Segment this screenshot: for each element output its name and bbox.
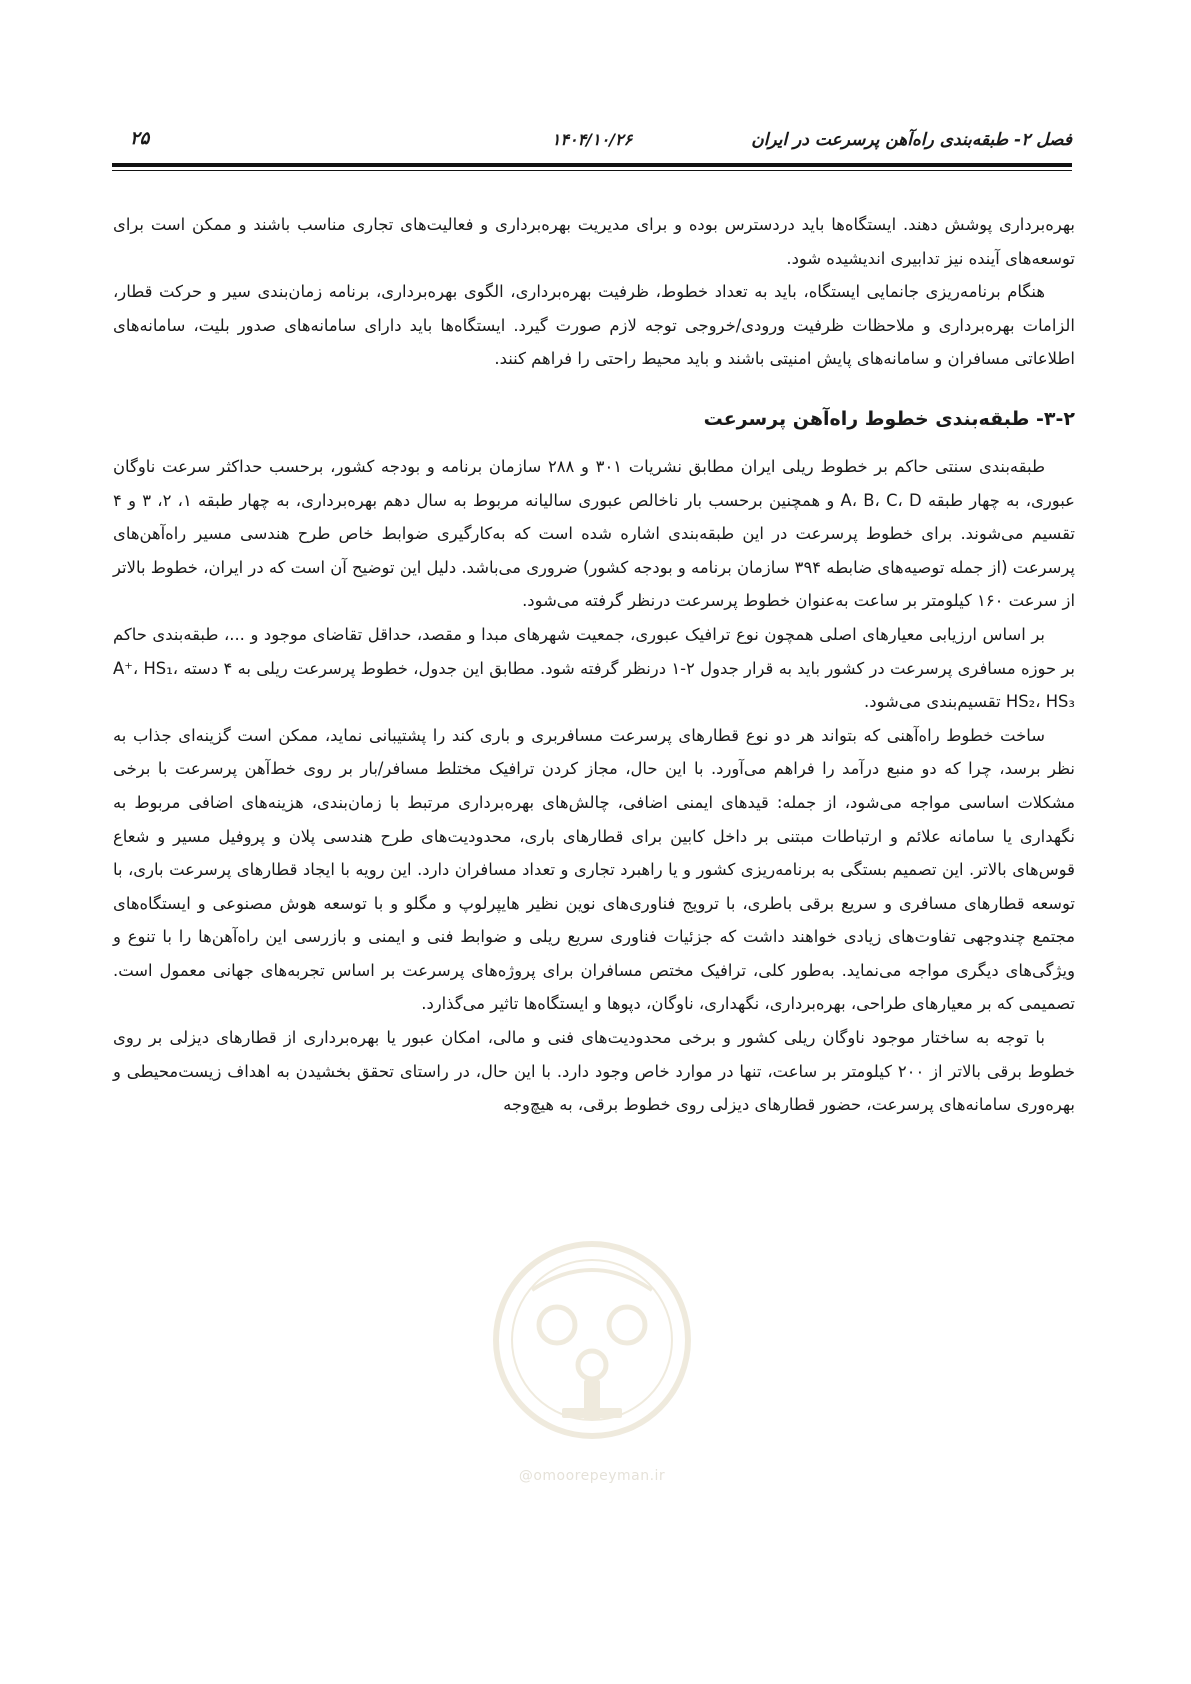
- body-text: [113, 208, 1075, 1122]
- paragraph: بهره‌برداری پوشش دهند. ایستگاه‌ها باید دردسترس بوده و برای مدیریت بهره‌برداری و فعالیت‌های تجاری مناسب باشند و ممکن است برای توسعه‌های آینده نیز تدابیری اندیشیده شود.: [113, 215, 1075, 268]
- paragraph: ساخت خطوط راه‌آهنی که بتواند هر دو نوع قطارهای پرسرعت مسافربری و باری کند را پشتیبانی نماید، ممکن است گزینه‌ای جذاب به نظر برسد، چرا که دو منبع درآمد را فراهم می‌آورد. با این حال، مجاز کردن ترافیک مختلط مسافر/بار بر روی خط‌آهن پرسرعت با برخی مشکلات اساسی مواجه می‌شود، از جمله: قیدهای ایمنی اضافی، چالش‌های بهره‌برداری مرتبط با زمان‌بندی، هزینه‌های اضافی مربوط به نگهداری یا سامانه علائم و ارتباطات مبتنی بر داخل کابین برای قطارهای باری، محدودیت‌های طرح هندسی پلان و پروفیل مسیر و شعاع قوس‌های بالاتر. این تصمیم بستگی به برنامه‌ریزی کشور و یا راهبرد تجاری و تعداد مسافران دارد. این رویه با ایجاد قطارهای پرسرعت باری، با توسعه قطارهای مسافری و سریع برقی باطری، با ترویج فناوری‌های نوین نظیر هایپرلوپ و مگلو و با توسعه هوش مصنوعی و ایستگاه‌های مجتمع چندوجهی تفاوت‌های زیادی خواهند داشت که جزئیات فناوری سریع ریلی و ضوابط فنی و ایمنی و بازرسی این راه‌آهن‌ها را با تنوع و ویژگی‌های دیگری مواجه می‌نماید. به‌طور کلی، ترافیک مختص مسافران برای پروژه‌های پرسرعت بر اساس تجربه‌های جهانی معمول است. تصمیمی که بر معیارهای طراحی، بهره‌برداری، نگهداری، ناوگان، دپوها و ایستگاه‌ها تاثیر می‌گذارد.: [113, 725, 1075, 1014]
- paragraph: بر اساس ارزیابی معیارهای اصلی همچون نوع ترافیک عبوری، جمعیت شهرهای مبدا و مقصد، حداقل تقاضای موجود و ...، طبقه‌بندی حاکم بر حوزه مسافری پرسرعت در کشور باید به قرار جدول ۲-۱ درنظر گرفته شود. مطابق این جدول، خطوط پرسرعت ریلی به ۴ دسته A⁺، HS₁، HS₂، HS₃ تقسیم‌بندی می‌شود.: [113, 624, 1075, 712]
- paragraph: با توجه به ساختار موجود ناوگان ریلی کشور و برخی محدودیت‌های فنی و مالی، امکان عبور یا بهره‌برداری از قطارهای دیزلی بر روی خطوط برقی بالاتر از ۲۰۰ کیلومتر بر ساعت، تنها در موارد خاص وجود دارد. با این حال، در راستای تحقق بخشیدن به اهداف زیست‌محیطی و بهره‌وری سامانه‌های پرسرعت، حضور قطارهای دیزلی روی خطوط برقی، به هیچ‌وجه: [113, 1028, 1076, 1115]
- header-rule-thin: [112, 170, 1072, 171]
- paragraph: طبقه‌بندی سنتی حاکم بر خطوط ریلی ایران مطابق نشریات ۳۰۱ و ۲۸۸ سازمان برنامه و بودجه کشور، برحسب حداکثر سرعت ناوگان عبوری، به چهار طبقه A، B، C، D و همچنین برحسب بار ناخالص عبوری سالیانه مربوط به سال دهم بهره‌برداری، به چهار طبقه ۱، ۲، ۳ و ۴ تقسیم می‌شوند. برای خطوط پرسرعت در این طبقه‌بندی اشاره شده است که به‌کارگیری ضوابط خاص طرح هندسی مسیر راه‌آهن‌های پرسرعت (از جمله توصیه‌های ضابطه ۳۹۴ سازمان برنامه و بودجه کشور) ضروری می‌باشد. دلیل این توضیح آن است که در ایران، خطوط بالاتر از سرعت ۱۶۰ کیلومتر بر ساعت به‌عنوان خطوط پرسرعت درنظر گرفته می‌شود.: [113, 456, 1075, 611]
- chapter-title: فصل ۲- طبقه‌بندی راه‌آهن پرسرعت در ایران: [751, 130, 1072, 150]
- header-date: ۱۴۰۴/۱۰/۲۶: [551, 130, 633, 149]
- paragraph: هنگام برنامه‌ریزی جانمایی ایستگاه، باید به تعداد خطوط، ظرفیت بهره‌برداری، الگوی بهره‌برداری، برنامه زمان‌بندی سیر و حرکت قطار، الزامات بهره‌برداری و ملاحظات ظرفیت ورودی/خروجی توجه لازم صورت گیرد. ایستگاه‌ها باید دارای سامانه‌های صدور بلیت، سامانه‌های اطلاعاتی مسافران و سامانه‌های پایش امنیتی باشند و باید محیط راحتی را فراهم کنند.: [113, 282, 1075, 369]
- watermark-seal-icon: [462, 1230, 722, 1470]
- running-header: [112, 126, 1072, 162]
- publisher-watermark: [462, 1230, 722, 1490]
- watermark-site-text: @omoorepeyman.ir: [518, 1468, 666, 1484]
- page-number: ۲۵: [130, 128, 150, 149]
- section-heading: ۳-۲- طبقه‌بندی خطوط راه‌آهن پرسرعت: [703, 407, 1075, 430]
- header-rule-thick: [112, 163, 1072, 167]
